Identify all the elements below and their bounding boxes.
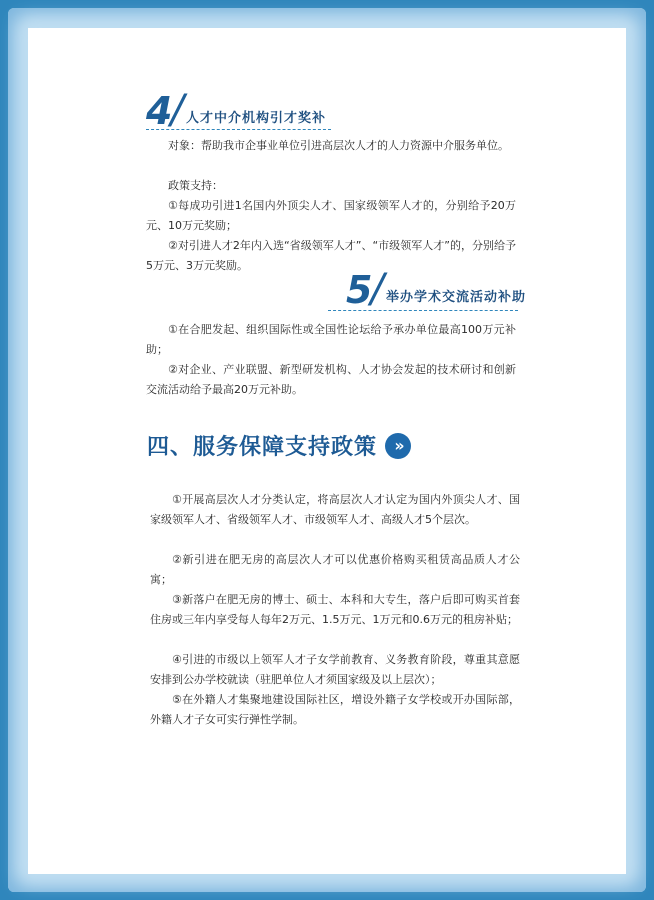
service-item-5: ⑤在外籍人才集聚地建设国际社区，增设外籍子女学校或开办国际部，外籍人才子女可实行弹性学制。 [150,693,520,726]
section-5-divider [328,310,518,311]
section-4-slash: / [170,87,184,133]
section-5-item-2: ②对企业、产业联盟、新型研发机构、人才协会发起的技术研讨和创新交流活动给予最高20万元补助。 [146,363,516,396]
section-5-number: 5 [346,268,373,312]
double-chevron-right-icon: ›› [385,433,411,459]
service-item-3: ③新落户在肥无房的博士、硕士、本科和大专生，落户后即可购买首套住房或三年内享受每人每年2万元、1.5万元、1万元和0.6万元的租房补贴； [150,593,520,626]
section-4-number: 4 [146,89,173,133]
section-4-policy-label: 政策支持： [168,179,223,192]
section-4-title: 人才中介机构引才奖补 [185,111,326,126]
service-item-1: ①开展高层次人才分类认定，将高层次人才认定为国内外顶尖人才、国家级领军人才、省级领军人才、市级领军人才、高级人才5个层次。 [150,493,520,526]
service-item-4: ④引进的市级以上领军人才子女学前教育、义务教育阶段，尊重其意愿安排到公办学校就读（驻肥单位人才须国家级及以上层次）； [150,653,520,686]
main-heading [147,430,411,461]
main-heading-title: 四、服务保障支持政策 [147,435,378,460]
section-4-divider [146,129,331,130]
section-5-slash: / [370,266,384,312]
section-5-title: 举办学术交流活动补助 [385,290,526,305]
service-item-2: ②新引进在肥无房的高层次人才可以优惠价格购买租赁高品质人才公寓； [150,553,520,586]
section-4-item-2: ②对引进人才2年内入选“省级领军人才”、“市级领军人才”的，分别给予5万元、3万元奖励。 [146,239,516,272]
section-5-heading [346,266,526,312]
section-4-item-1: ①每成功引进1名国内外顶尖人才、国家级领军人才的，分别给予20万元、10万元奖励； [146,199,516,232]
section-5-item-1: ①在合肥发起、组织国际性或全国性论坛给予承办单位最高100万元补助； [146,323,516,356]
section-4-target: 对象：帮助我市企事业单位引进高层次人才的人力资源中介服务单位。 [168,139,509,152]
section-4-heading [146,87,326,133]
